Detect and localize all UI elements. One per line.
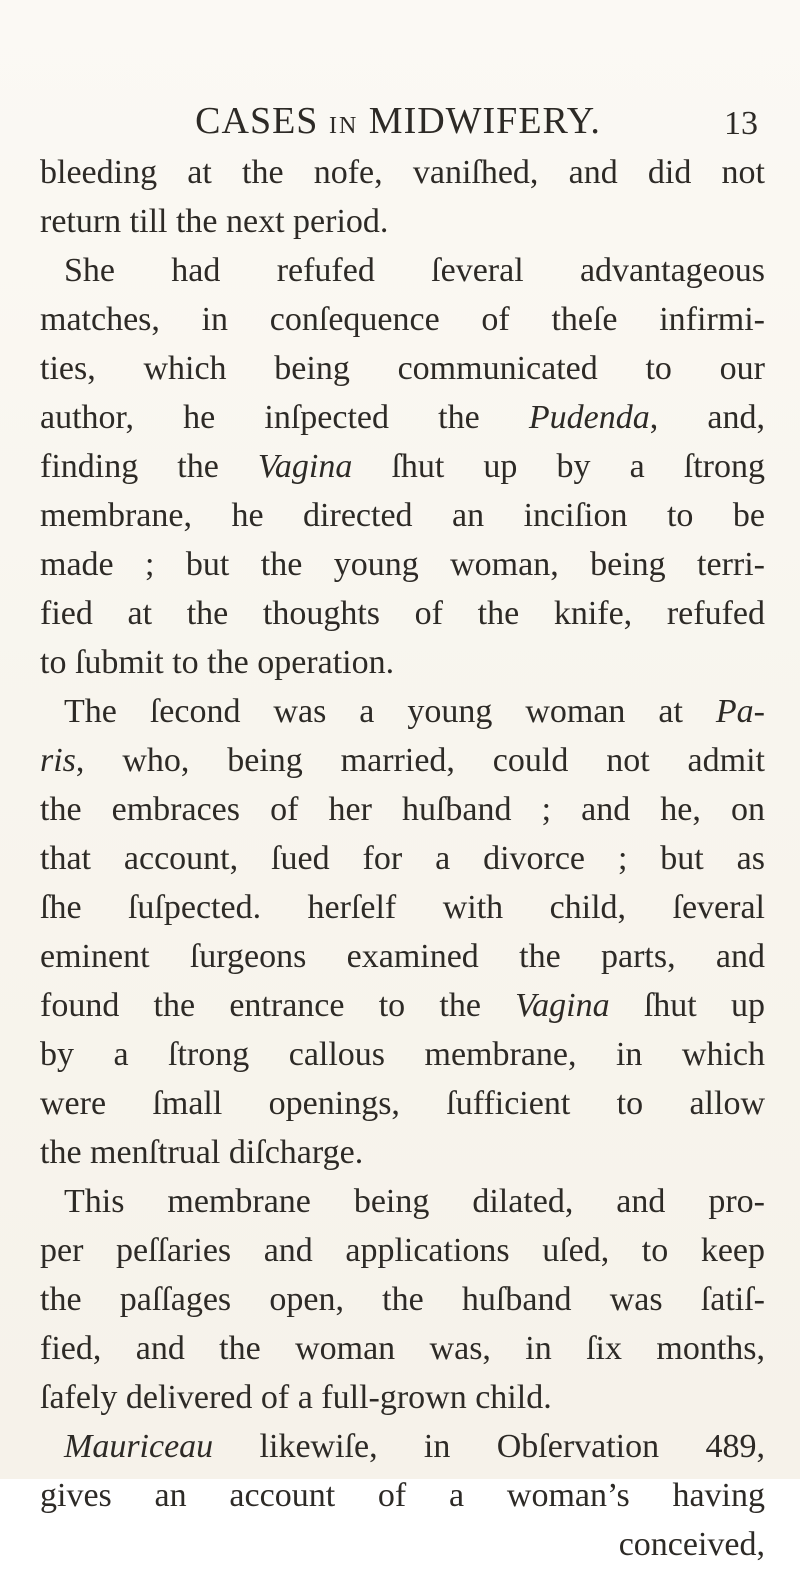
text-line: ſhe ſuſpected. herſelf with child, ſeveral: [40, 889, 765, 926]
text-line: fied at the thoughts of the knife, refufed: [40, 595, 765, 632]
text-line: by a ſtrong callous membrane, in which: [40, 1036, 765, 1073]
header-title-part1: CASES: [195, 100, 329, 142]
italic-term: Pudenda: [528, 399, 650, 436]
italic-term: Pa-: [715, 693, 765, 730]
text-line: the paſſages open, the huſband was ſatiſ-: [40, 1281, 765, 1318]
text-segment: ſhut up: [609, 987, 765, 1024]
text-line: per peſſaries and applications uſed, to keep: [40, 1232, 765, 1269]
text-line: This membrane being dilated, and pro-: [64, 1183, 765, 1220]
text-line: [40, 687, 765, 736]
text-line: fied, and the woman was, in ſix months,: [40, 1330, 765, 1367]
body-text: [40, 148, 765, 1569]
text-line: were ſmall openings, ſufficient to allow: [40, 1085, 765, 1122]
text-segment: finding the: [40, 448, 258, 485]
text-segment: , who, being married, could not admit: [75, 742, 765, 779]
text-line: [40, 736, 765, 785]
text-line: made ; but the young woman, being terri-: [40, 546, 765, 583]
text-segment: found the entrance to the: [40, 987, 516, 1024]
text-line: the menſtrual diſcharge.: [40, 1134, 364, 1171]
text-segment: author, he inſpected the: [40, 399, 529, 436]
page-number: 13: [724, 105, 758, 142]
italic-term: Vagina: [257, 448, 353, 485]
text-line: bleeding at the nofe, vaniſhed, and did not: [40, 154, 765, 191]
header-title-in: IN: [328, 113, 359, 139]
text-line: the embraces of her huſband ; and he, on: [40, 791, 765, 828]
text-line: [40, 981, 765, 1030]
text-segment: ſhut up by a ſtrong: [352, 448, 765, 485]
text-line: to ſubmit to the operation.: [40, 644, 395, 681]
text-line: ties, which being communicated to our: [40, 350, 765, 387]
text-line: conceived,: [618, 1526, 765, 1563]
italic-term: Vagina: [515, 987, 610, 1024]
italic-term: Mauriceau: [64, 1428, 214, 1465]
text-line: gives an account of a woman’s having: [40, 1477, 765, 1514]
text-line: return till the next period.: [40, 203, 389, 240]
text-line: matches, in conſequence of theſe infirmi-: [40, 301, 765, 338]
text-line: membrane, he directed an inciſion to be: [40, 497, 765, 534]
running-header: [36, 96, 760, 146]
text-segment: The ſecond was a young woman at: [64, 693, 716, 730]
text-line: She had refufed ſeveral advantageous: [64, 252, 765, 289]
text-line: eminent ſurgeons examined the parts, and: [40, 938, 765, 975]
text-line: that account, ſued for a divorce ; but as: [40, 840, 765, 877]
text-segment: , and,: [649, 399, 765, 436]
text-line: [40, 1422, 765, 1471]
text-segment: likewiſe, in Obſervation 489,: [213, 1428, 765, 1465]
header-title-part2: MIDWIFERY.: [358, 100, 601, 142]
text-line: ſafely delivered of a full-grown child.: [40, 1379, 552, 1416]
text-line: [40, 442, 765, 491]
italic-term: ris: [40, 742, 76, 779]
text-line: [40, 393, 765, 442]
